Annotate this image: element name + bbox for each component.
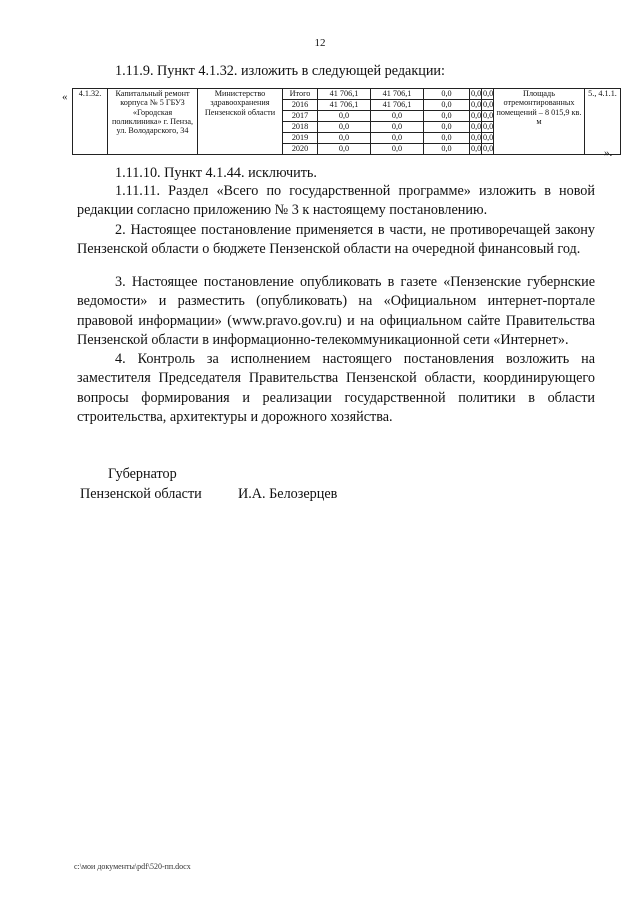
item-1-11-10: 1.11.10. Пункт 4.1.44. исключить. [115, 165, 317, 181]
signature-title: Губернатор [108, 466, 177, 482]
value-cell: 0,0 [371, 133, 424, 144]
value-cell: 0,0 [471, 133, 482, 142]
page-number: 12 [314, 37, 326, 49]
value-cell: 41 706,1 [318, 89, 371, 100]
value-cell: 0,0 [471, 89, 482, 98]
table-row [73, 89, 621, 100]
signature-region: Пензенской области [80, 486, 202, 502]
signature-name: И.А. Белозерцев [238, 486, 338, 502]
value-cell: 0,0 [318, 133, 371, 144]
value-cell: 0,0 [371, 122, 424, 133]
value-cell: 0,0 [424, 89, 470, 100]
value-cell: 0,0 [471, 100, 482, 109]
value-cell: 0,0 [318, 122, 371, 133]
item-2: 2. Настоящее постановление применяется в части, не противоречащей закону Пензенской области о бюджете Пензенской области на очередной финансовый год. [77, 222, 595, 258]
value-cell: 0,0 [483, 144, 494, 153]
period-cell: 2020 [283, 144, 318, 155]
value-cell: 0,0 [483, 133, 494, 142]
period-cell: 2016 [283, 100, 318, 111]
value-cell: 0,0 [471, 144, 482, 153]
value-cell: 0,0 [483, 100, 494, 109]
value-cell: 41 706,1 [371, 89, 424, 100]
value-cell: 0,0 [371, 111, 424, 122]
period-cell: Итого [283, 89, 318, 100]
program-link-cell: 5., 4.1.1. [585, 89, 621, 155]
value-cell: 0,0 [471, 122, 482, 131]
item-4: 4. Контроль за исполнением настоящего постановления возложить на заместителя Председателя Правительства Пензенской области, координирующего вопросы формирования и реализации государственной политики в области строительства, архитектуры и дорожного хозяйства. [77, 351, 595, 425]
value-cell: 41 706,1 [318, 100, 371, 111]
value-cell: 0,0 [371, 144, 424, 155]
value-cell: 0,0 [424, 111, 470, 122]
period-cell: 2019 [283, 133, 318, 144]
value-cell: 0,0 [483, 89, 494, 98]
period-cell: 2017 [283, 111, 318, 122]
program-table [72, 88, 621, 155]
value-cell: 0,0 [424, 122, 470, 133]
value-cell: 0,0 [424, 133, 470, 144]
quote-open: « [62, 91, 68, 103]
program-code-cell: 4.1.32. [73, 89, 108, 155]
value-cell: 41 706,1 [371, 100, 424, 111]
program-name-cell: Капитальный ремонт корпуса № 5 ГБУЗ «Городская поликлиника» г. Пенза, ул. Володарского, 34 [108, 89, 198, 155]
value-cell: 0,0 [318, 111, 371, 122]
value-cell: 0,0 [424, 144, 470, 155]
period-cell: 2018 [283, 122, 318, 133]
quote-close: ». [604, 147, 613, 159]
value-cell: 0,0 [471, 111, 482, 120]
program-result-cell: Площадь отремонтированных помещений – 8 015,9 кв. м [494, 89, 585, 155]
value-cell: 0,0 [424, 100, 470, 111]
value-cell: 0,0 [483, 111, 494, 120]
value-cell: 0,0 [318, 144, 371, 155]
footer-file-path: c:\мои документы\pdf\520-пп.docx [74, 862, 191, 871]
item-1-11-11: 1.11.11. Раздел «Всего по государственной программе» изложить в новой редакции согласно приложению № 3 к настоящему постановлению. [77, 183, 595, 219]
value-cell: 0,0 [483, 122, 494, 131]
heading-item-1-11-9: 1.11.9. Пункт 4.1.32. изложить в следующей редакции: [115, 63, 445, 79]
program-executor-cell: Министерство здравоохранения Пензенской области [198, 89, 283, 155]
item-3: 3. Настоящее постановление опубликовать в газете «Пензенские губернские ведомости» и разместить (опубликовать) на «Официальном интернет-портале правовой информации» (www.pravo.gov.ru) и на официальном сайте Правительства Пензенской области в информационно-телекоммуникационной сети «Интернет». [77, 274, 595, 348]
